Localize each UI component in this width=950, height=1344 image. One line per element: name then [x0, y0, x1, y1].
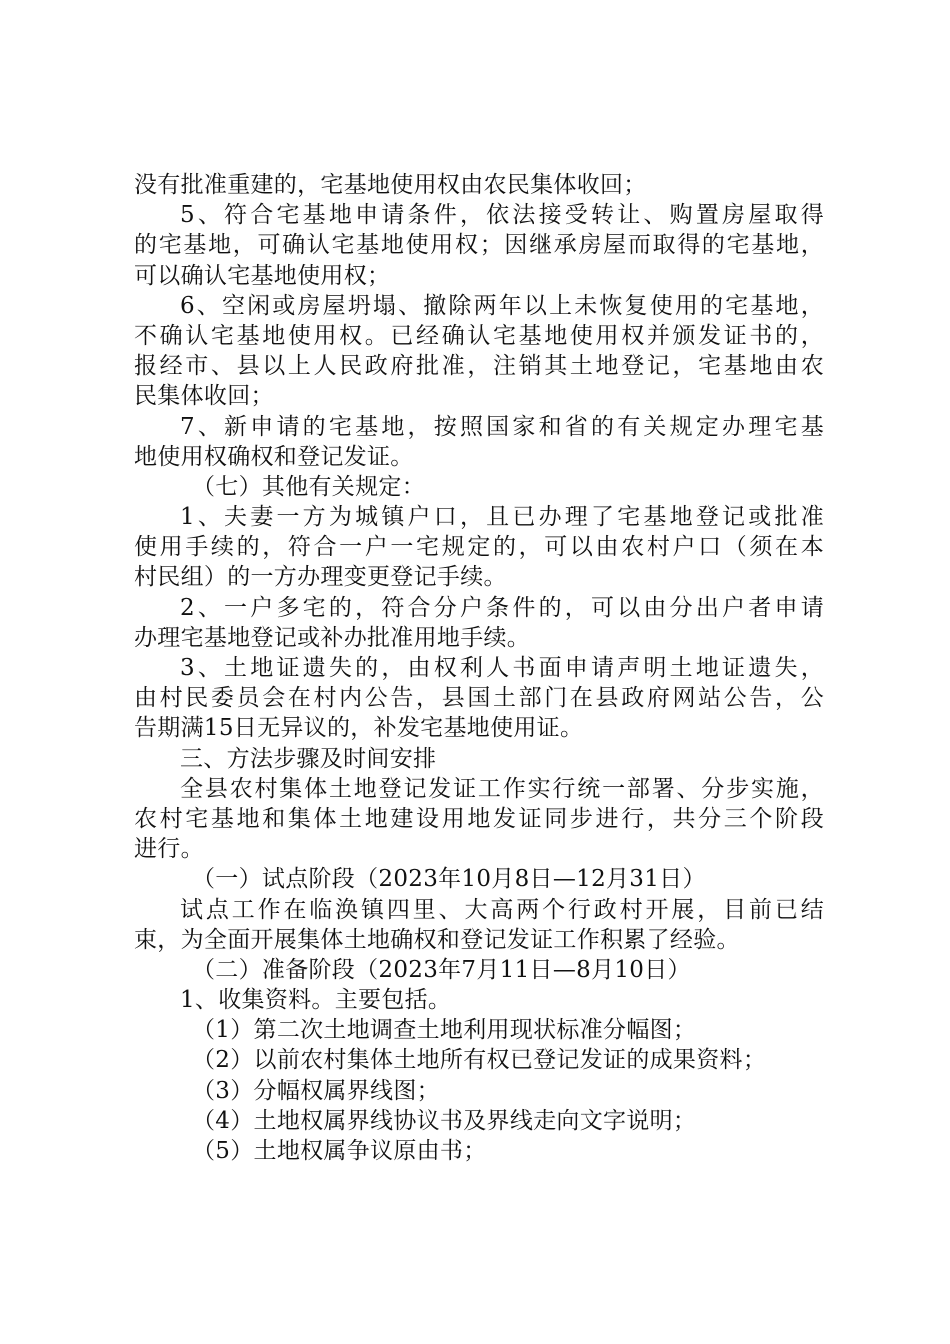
list-item: （5）土地权属争议原由书；: [192, 1138, 487, 1164]
paragraph-line: 束，为全面开展集体土地确权和登记发证工作积累了经验。: [134, 926, 740, 953]
section-heading: 三、方法步骤及时间安排: [180, 745, 437, 772]
list-item: （1）第二次土地调查土地利用现状标准分幅图；: [192, 1017, 697, 1044]
paragraph-line: 2、一户多宅的，符合分户条件的，可以由分出户者申请: [180, 594, 824, 621]
paragraph-line: 可以确认宅基地使用权；: [134, 262, 391, 289]
paragraph-line: 办理宅基地登记或补办批准用地手续。: [134, 624, 531, 651]
section-heading: （七）其他有关规定：: [192, 473, 425, 500]
document-body: [134, 170, 824, 1166]
section-heading: （二）准备阶段（2023年7月11日—8月10日）: [192, 956, 691, 983]
paragraph-line: 民集体收回；: [134, 383, 274, 410]
paragraph-line: 7、新申请的宅基地，按照国家和省的有关规定办理宅基: [180, 413, 824, 440]
paragraph-line: 不确认宅基地使用权。已经确认宅基地使用权并颁发证书的，: [134, 322, 824, 349]
paragraph-line: 试点工作在临涣镇四里、大高两个行政村开展，目前已结: [180, 896, 824, 923]
paragraph-line: 农村宅基地和集体土地建设用地发证同步进行，共分三个阶段: [134, 805, 824, 832]
list-item: （2）以前农村集体土地所有权已登记发证的成果资料；: [192, 1047, 767, 1074]
paragraph-line: 进行。: [134, 836, 204, 863]
list-item: （4）土地权属界线协议书及界线走向文字说明；: [192, 1107, 697, 1134]
list-item: （3）分幅权属界线图；: [192, 1077, 440, 1104]
paragraph-line: 3、土地证遗失的，由权利人书面申请声明土地证遗失，: [180, 655, 824, 681]
paragraph-line: 1、收集资料。主要包括。: [180, 987, 452, 1014]
paragraph-line: 告期满15日无异议的，补发宅基地使用证。: [134, 715, 584, 742]
paragraph-line: 5、符合宅基地申请条件，依法接受转让、购置房屋取得: [180, 202, 824, 229]
paragraph-line: 6、空闲或房屋坍塌、撤除两年以上未恢复使用的宅基地，: [180, 292, 824, 319]
paragraph-line: 使用手续的，符合一户一宅规定的，可以由农村户口（须在本: [134, 534, 824, 561]
paragraph-line: 由村民委员会在村内公告，县国土部门在县政府网站公告，公: [134, 685, 824, 712]
paragraph-line: 全县农村集体土地登记发证工作实行统一部署、分步实施，: [180, 775, 824, 802]
paragraph-line: 村民组）的一方办理变更登记手续。: [134, 564, 507, 591]
paragraph-line: 地使用权确权和登记发证。: [134, 443, 414, 470]
paragraph-line: 没有批准重建的，宅基地使用权由农民集体收回；: [134, 172, 647, 198]
paragraph-line: 的宅基地，可确认宅基地使用权；因继承房屋而取得的宅基地，: [134, 232, 824, 259]
paragraph-line: 1、夫妻一方为城镇户口，且已办理了宅基地登记或批准: [180, 504, 824, 531]
section-heading: （一）试点阶段（2023年10月8日—12月31日）: [192, 866, 706, 893]
paragraph-line: 报经市、县以上人民政府批准，注销其土地登记，宅基地由农: [134, 353, 824, 380]
